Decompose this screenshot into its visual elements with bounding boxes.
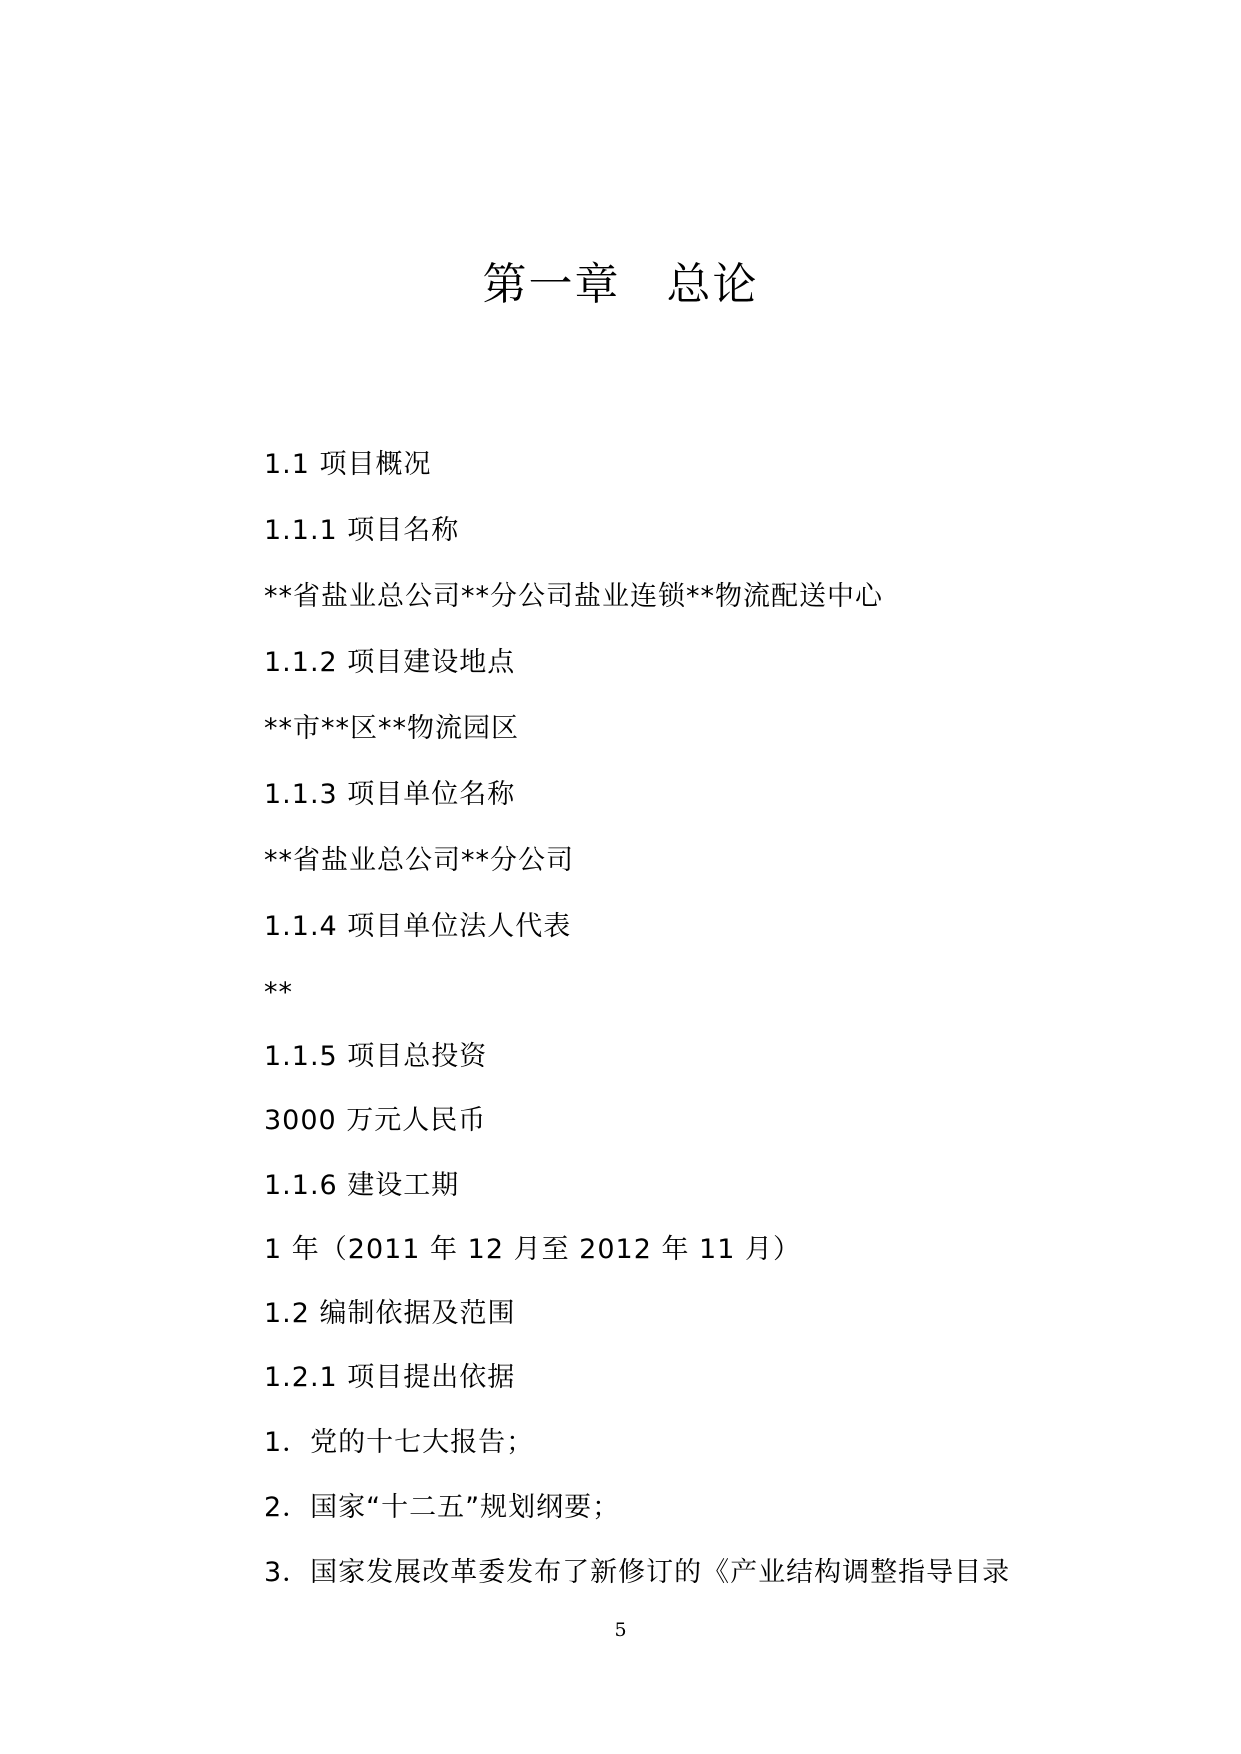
subsection-heading: 1.1.2 项目建设地点 — [264, 647, 516, 678]
paragraph-text: 3000 万元人民币 — [264, 1105, 487, 1136]
page-number: 5 — [614, 1619, 627, 1641]
list-item: 2．国家“十二五”规划纲要； — [264, 1492, 621, 1523]
subsection-heading: 1.2.1 项目提出依据 — [264, 1362, 516, 1393]
paragraph-text: ** — [264, 977, 293, 1008]
chapter-title: 第一章 总论 — [482, 259, 759, 310]
subsection-heading: 1.1.3 项目单位名称 — [264, 779, 516, 810]
section-heading: 1.2 编制依据及范围 — [264, 1298, 516, 1329]
paragraph-text: 1 年（2011 年 12 月至 2012 年 11 月） — [264, 1234, 801, 1265]
subsection-heading: 1.1.5 项目总投资 — [264, 1041, 488, 1072]
subsection-heading: 1.1.1 项目名称 — [264, 515, 460, 546]
paragraph-text: **省盐业总公司**分公司 — [264, 845, 574, 876]
section-heading: 1.1 项目概况 — [264, 449, 432, 480]
paragraph-text: **市**区**物流园区 — [264, 713, 519, 744]
list-item: 3．国家发展改革委发布了新修订的《产业结构调整指导目录 — [264, 1557, 1011, 1588]
subsection-heading: 1.1.6 建设工期 — [264, 1170, 460, 1201]
subsection-heading: 1.1.4 项目单位法人代表 — [264, 911, 572, 942]
paragraph-text: **省盐业总公司**分公司盐业连锁**物流配送中心 — [264, 581, 883, 612]
list-item: 1．党的十七大报告； — [264, 1427, 535, 1458]
